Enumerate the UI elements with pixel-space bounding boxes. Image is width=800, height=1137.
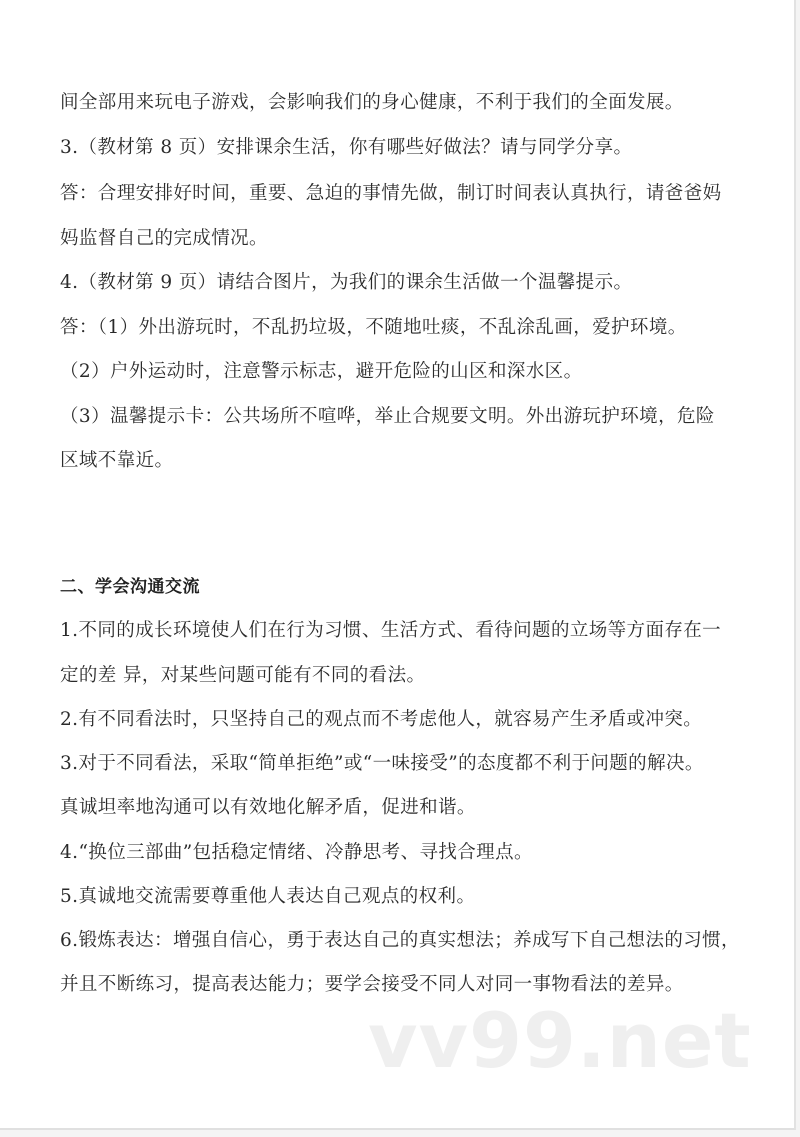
- text-line: （2）户外运动时，注意警示标志，避开危险的山区和深水区。: [60, 361, 583, 382]
- text-line: 1.不同的成长环境使人们在行为习惯、生活方式、看待问题的立场等方面存在一: [60, 620, 722, 641]
- text-line: 3.对于不同看法，采取“简单拒绝”或“一味接受”的态度都不利于问题的解决。: [60, 753, 704, 774]
- text-line: 5.真诚地交流需要尊重他人表达自己观点的权利。: [60, 886, 476, 907]
- watermark: vv99.net: [368, 996, 752, 1085]
- section-heading: 二、学会沟通交流: [60, 577, 200, 597]
- text-line: 答：（1）外出游玩时，不乱扔垃圾，不随地吐痰，不乱涂乱画，爱护环境。: [60, 317, 687, 338]
- text-line: 真诚坦率地沟通可以有效地化解矛盾，促进和谐。: [60, 797, 476, 818]
- text-line: 区域不靠近。: [60, 450, 174, 471]
- text-line: 4.“换位三部曲”包括稳定情绪、冷静思考、寻找合理点。: [60, 842, 533, 863]
- text-line: 间全部用来玩电子游戏，会影响我们的身心健康，不利于我们的全面发展。: [60, 92, 684, 113]
- text-line: 4.（教材第 9 页）请结合图片，为我们的课余生活做一个温馨提示。: [60, 272, 633, 293]
- text-line: （3）温馨提示卡：公共场所不喧哗，举止合规要文明。外出游玩护环境，危险: [60, 406, 715, 427]
- text-line: 妈监督自己的完成情况。: [60, 228, 268, 249]
- text-line: 答：合理安排好时间，重要、急迫的事情先做，制订时间表认真执行，请爸爸妈: [60, 183, 722, 204]
- text-line: 3.（教材第 8 页）安排课余生活，你有哪些好做法？请与同学分享。: [60, 137, 633, 158]
- text-line: 并且不断练习，提高表达能力；要学会接受不同人对同一事物看法的差异。: [60, 974, 684, 995]
- text-line: 6.锻炼表达：增强自信心，勇于表达自己的真实想法；养成写下自己想法的习惯，: [60, 930, 740, 951]
- text-line: 定的差 异，对某些问题可能有不同的看法。: [60, 665, 426, 686]
- text-line: 2.有不同看法时，只坚持自己的观点而不考虑他人，就容易产生矛盾或冲突。: [60, 709, 703, 730]
